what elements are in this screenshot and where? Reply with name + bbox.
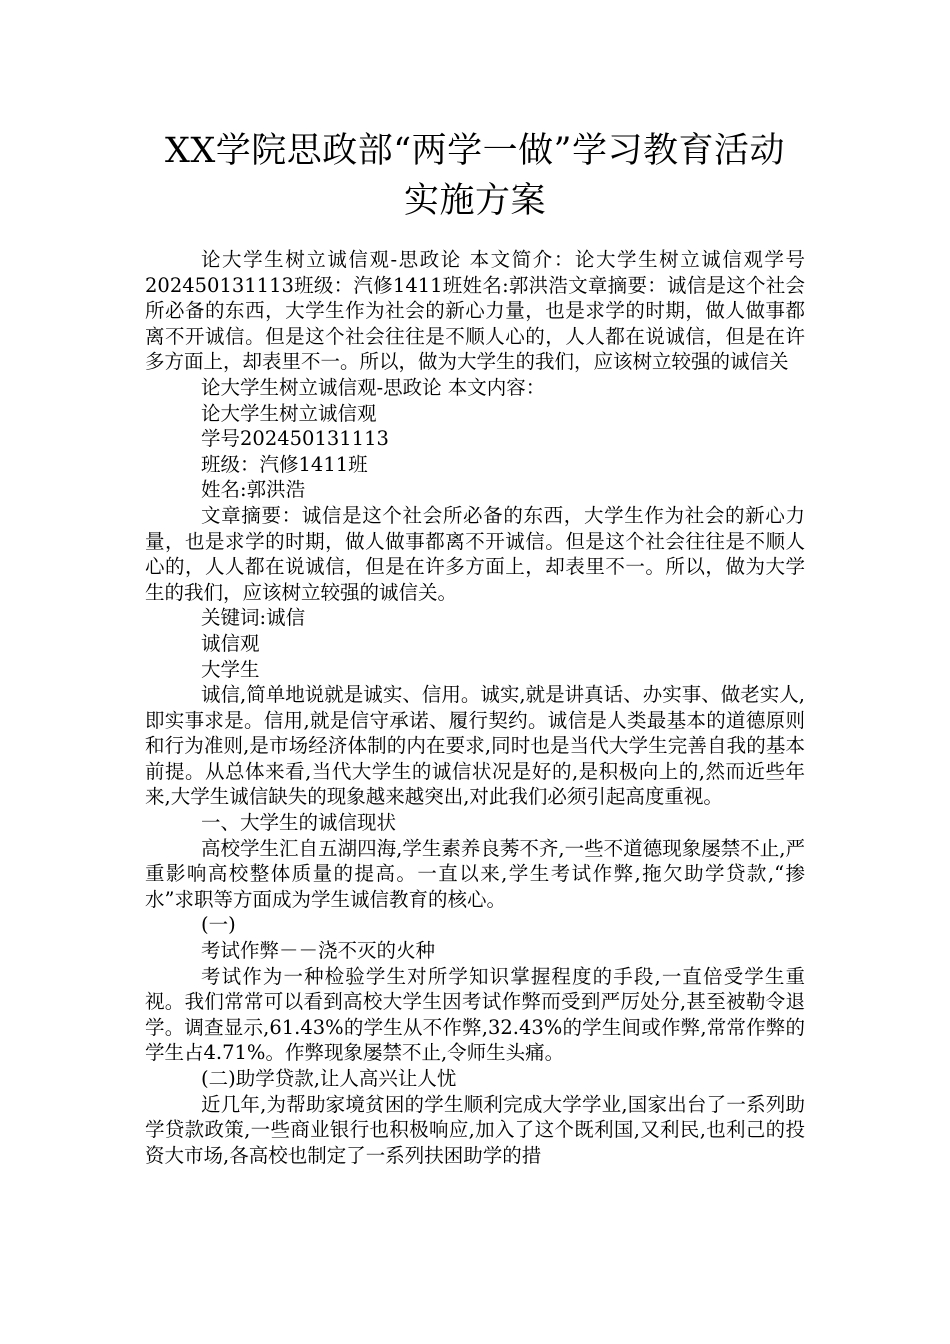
- subsection-heading: (二)助学贷款,让人高兴让人忧: [201, 1067, 457, 1090]
- keywords-line: 关键词:诚信: [201, 606, 306, 630]
- keyword-line: 诚信观: [201, 631, 260, 655]
- intro-paragraph: 论大学生树立诚信观-思政论 本文简介：论大学生树立诚信观学号202450131113班级：汽修1411班姓名:郭洪浩文章摘要：诚信是这个社会所必备的东西，大学生作为社会的新心力量，也是求学的时期，做人做事都离不开诚信。但是这个社会往往是不顺人心的，人人都在说诚信，但是在许多方面上，却表里不一。所以，做为大学生的我们，应该树立较强的诚信关: [145, 248, 805, 374]
- body-paragraph: 近几年,为帮助家境贫困的学生顺利完成大学学业,国家出台了一系列助学贷款政策,一些商业银行也积极响应,加入了这个既利国,又利民,也利己的投资大市场,各高校也制定了一系列扶困助学的措: [145, 1092, 805, 1167]
- document-body: [145, 247, 805, 1168]
- title-line-2: 实施方案: [403, 181, 546, 221]
- subsection-heading: 考试作弊－－浇不灭的火种: [201, 939, 436, 963]
- document-title: [100, 126, 850, 226]
- content-heading: 论大学生树立诚信观-思政论 本文内容：: [201, 375, 546, 399]
- body-paragraph: 高校学生汇自五湖四海,学生素养良莠不齐,一些不道德现象屡禁不止,严重影响高校整体质量的提高。一直以来,学生考试作弊,拖欠助学贷款,“掺水”求职等方面成为学生诚信教育的核心。: [145, 836, 805, 911]
- class-line: 班级：汽修1411班: [201, 452, 368, 476]
- abstract-paragraph: 文章摘要：诚信是这个社会所必备的东西，大学生作为社会的新心力量，也是求学的时期，做人做事都离不开诚信。但是这个社会往往是不顺人心的，人人都在说诚信，但是在许多方面上，却表里不一。所以，做为大学生的我们，应该树立较强的诚信关。: [145, 503, 805, 604]
- keyword-line: 大学生: [201, 657, 260, 681]
- section-heading: 一、大学生的诚信现状: [201, 811, 397, 835]
- title-line-1: XX学院思政部“两学一做”学习教育活动: [164, 131, 786, 171]
- article-title-line: 论大学生树立诚信观: [201, 401, 377, 425]
- name-line: 姓名:郭洪浩: [201, 478, 306, 502]
- body-paragraph: 诚信,简单地说就是诚实、信用。诚实,就是讲真话、办实事、做老实人,即实事求是。信用,就是信守承诺、履行契约。诚信是人类最基本的道德原则和行为准则,是市场经济体制的内在要求,同时也是当代大学生完善自我的基本前提。从总体来看,当代大学生的诚信状况是好的,是积极向上的,然而近些年来,大学生诚信缺失的现象越来越突出,对此我们必须引起高度重视。: [145, 683, 805, 809]
- body-paragraph: 考试作为一种检验学生对所学知识掌握程度的手段,一直倍受学生重视。我们常常可以看到高校大学生因考试作弊而受到严厉处分,甚至被勒令退学。调查显示,61.43%的学生从不作弊,32.43%的学生间或作弊,常常作弊的学生占4.71%。作弊现象屡禁不止,令师生头痛。: [145, 964, 805, 1065]
- student-id-line: 学号202450131113: [201, 427, 389, 451]
- subsection-number: (一): [201, 913, 236, 937]
